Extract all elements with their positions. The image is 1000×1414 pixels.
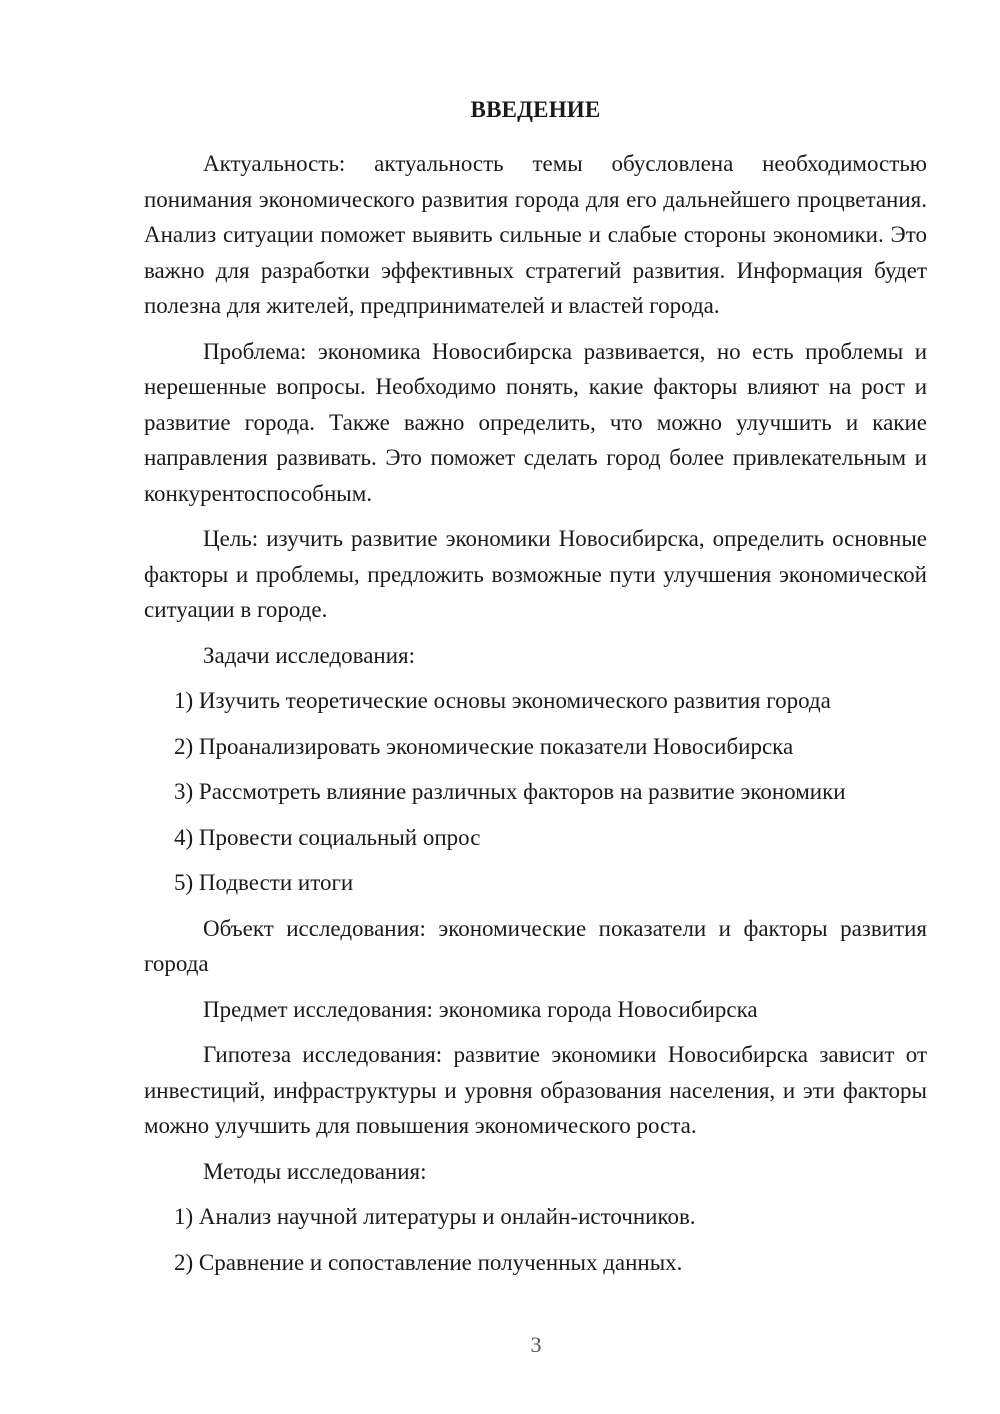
methods-heading: Методы исследования: (203, 1158, 427, 1184)
tasks-list (144, 683, 927, 901)
problem-paragraph: Проблема: экономика Новосибирска развивается, но есть проблемы и нерешенные вопросы. Необходимо понять, какие факторы влияют на рост и развитие города. Также важно определить, что можно улучшить и какие направления развивать. Это поможет сделать город более привлекательным и конкурентоспособным. (144, 338, 927, 506)
tasks-heading: Задачи исследования: (203, 642, 416, 668)
list-item: 1) Анализ научной литературы и онлайн-источников. (174, 1204, 696, 1229)
list-item: 5) Подвести итоги (174, 870, 354, 895)
list-item: 1) Изучить теоретические основы экономического развития города (174, 688, 831, 713)
methods-list (144, 1199, 927, 1280)
list-item: 2) Проанализировать экономические показатели Новосибирска (174, 733, 794, 759)
hypothesis-paragraph: Гипотеза исследования: развитие экономики Новосибирска зависит от инвестиций, инфраструктуры и уровня образования населения, и эти факторы можно улучшить для повышения экономического роста. (144, 1042, 927, 1138)
goal-paragraph: Цель: изучить развитие экономики Новосибирска, определить основные факторы и проблемы, предложить возможные пути улучшения экономической ситуации в городе. (144, 526, 927, 622)
page-content (144, 94, 927, 1290)
page-number: 3 (530, 1332, 542, 1357)
page-title: ВВЕДЕНИЕ (470, 97, 601, 122)
list-item: 4) Провести социальный опрос (174, 824, 481, 850)
subject-paragraph: Предмет исследования: экономика города Новосибирска (203, 996, 758, 1022)
object-paragraph: Объект исследования: экономические показатели и факторы развития города (144, 915, 927, 976)
list-item: 2) Сравнение и сопоставление полученных данных. (174, 1249, 683, 1275)
relevance-paragraph: Актуальность: актуальность темы обусловлена необходимостью понимания экономического развития города для его дальнейшего процветания. Анализ ситуации поможет выявить сильные и слабые стороны экономики. Это важно для разработки эффективных стратегий развития. Информация будет полезна для жителей, предпринимателей и властей города. (144, 151, 927, 318)
list-item: 3) Рассмотреть влияние различных факторов на развитие экономики (174, 779, 846, 804)
